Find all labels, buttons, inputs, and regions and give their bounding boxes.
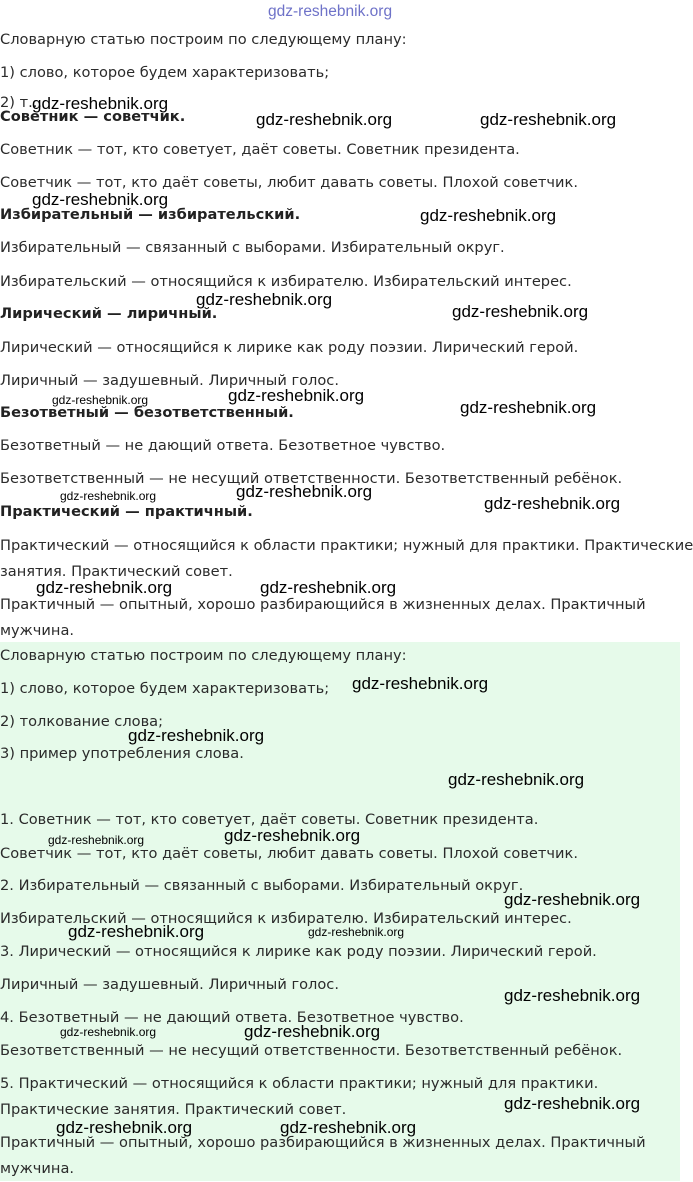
entry-line: Практичный — опытный, хорошо разбирающийся в жизненных делах. Практичный [0,1134,646,1151]
entry-line: мужчина. [0,1160,75,1177]
watermark: gdz-reshebnik.org [448,770,585,789]
watermark: gdz-reshebnik.org [268,3,393,20]
watermark: gdz-reshebnik.org [128,726,265,745]
plan-intro: Словарную статью построим по следующему плану: [0,31,407,48]
pair-heading: Безответный — безответственный. [0,404,294,421]
pair-definition: Лирический — относящийся к лирике как роду поэзии. Лирический герой. [0,339,579,356]
watermark: gdz-reshebnik.org [60,1025,157,1039]
watermark: gdz-reshebnik.org [236,482,373,501]
pair-definition: Избирательный — связанный с выборами. Избирательный округ. [0,239,505,256]
pair-definition: Безответственный — не несущий ответственности. Безответственный ребёнок. [0,470,623,487]
watermark: gdz-reshebnik.org [452,302,589,321]
plan-item: 3) пример употребления слова. [0,745,244,762]
plan-item: 1) слово, которое будем характеризовать; [0,64,330,81]
plan-item: 1) слово, которое будем характеризовать; [0,680,330,697]
watermark: gdz-reshebnik.org [504,890,641,909]
pair-definition: мужчина. [0,622,75,639]
watermark: gdz-reshebnik.org [52,393,149,407]
pair-heading: Лирический — лиричный. [0,305,218,322]
entry-line: Советчик — тот, кто даёт советы, любит давать советы. Плохой советчик. [0,845,578,862]
entry-line: Лиричный — задушевный. Лиричный голос. [0,976,339,993]
pair-heading: Советник — советчик. [0,108,186,125]
watermark: gdz-reshebnik.org [32,190,169,209]
entry-line: 1. Советник — тот, кто советует, даёт советы. Советник президента. [0,811,539,828]
watermark: gdz-reshebnik.org [244,1022,381,1041]
pair-definition: Избирательский — относящийся к избирателю. Избирательский интерес. [0,273,572,290]
entry-line: 3. Лирический — относящийся к лирике как роду поэзии. Лирический герой. [0,943,597,960]
pair-definition: Советчик — тот, кто даёт советы, любит давать советы. Плохой советчик. [0,174,578,191]
watermark: gdz-reshebnik.org [60,489,157,503]
pair-heading: Практический — практичный. [0,503,253,520]
entry-line: Избирательский — относящийся к избирателю. Избирательский интерес. [0,910,572,927]
watermark: gdz-reshebnik.org [308,925,405,939]
watermark: gdz-reshebnik.org [68,922,205,941]
watermark: gdz-reshebnik.org [484,494,621,513]
watermark: gdz-reshebnik.org [32,94,169,113]
watermark: gdz-reshebnik.org [280,1118,417,1137]
entry-line: 2. Избирательный — связанный с выборами. Избирательный округ. [0,877,524,894]
entry-line: Практические занятия. Практический совет. [0,1101,347,1118]
pair-heading: Избирательный — избирательский. [0,206,301,223]
watermark: gdz-reshebnik.org [352,674,489,693]
watermark: gdz-reshebnik.org [36,578,173,597]
watermark: gdz-reshebnik.org [56,1118,193,1137]
plan-item-clipped: 2) т... [0,94,43,111]
pair-definition: Лиричный — задушевный. Лиричный голос. [0,372,339,389]
watermark: gdz-reshebnik.org [504,986,641,1005]
watermark: gdz-reshebnik.org [420,206,557,225]
watermark: gdz-reshebnik.org [224,826,361,845]
plan-item: 2) толкование слова; [0,713,164,730]
watermark: gdz-reshebnik.org [256,110,393,129]
watermark: gdz-reshebnik.org [48,833,145,847]
watermark: gdz-reshebnik.org [460,398,597,417]
entry-line: Безответственный — не несущий ответственности. Безответственный ребёнок. [0,1042,623,1059]
watermark: gdz-reshebnik.org [504,1094,641,1113]
pair-definition: Безответный — не дающий ответа. Безответное чувство. [0,437,446,454]
watermark: gdz-reshebnik.org [196,290,333,309]
pair-definition: Практический — относящийся к области практики; нужный для практики. Практические [0,537,693,554]
plan-intro: Словарную статью построим по следующему плану: [0,647,407,664]
pair-definition: Практичный — опытный, хорошо разбирающийся в жизненных делах. Практичный [0,596,646,613]
watermark: gdz-reshebnik.org [260,578,397,597]
pair-definition: занятия. Практический совет. [0,563,233,580]
watermark: gdz-reshebnik.org [480,110,617,129]
entry-line: 5. Практический — относящийся к области практики; нужный для практики. [0,1075,599,1092]
watermark: gdz-reshebnik.org [228,386,365,405]
pair-definition: Советник — тот, кто советует, даёт советы. Советник президента. [0,141,520,158]
entry-line: 4. Безответный — не дающий ответа. Безответное чувство. [0,1009,464,1026]
